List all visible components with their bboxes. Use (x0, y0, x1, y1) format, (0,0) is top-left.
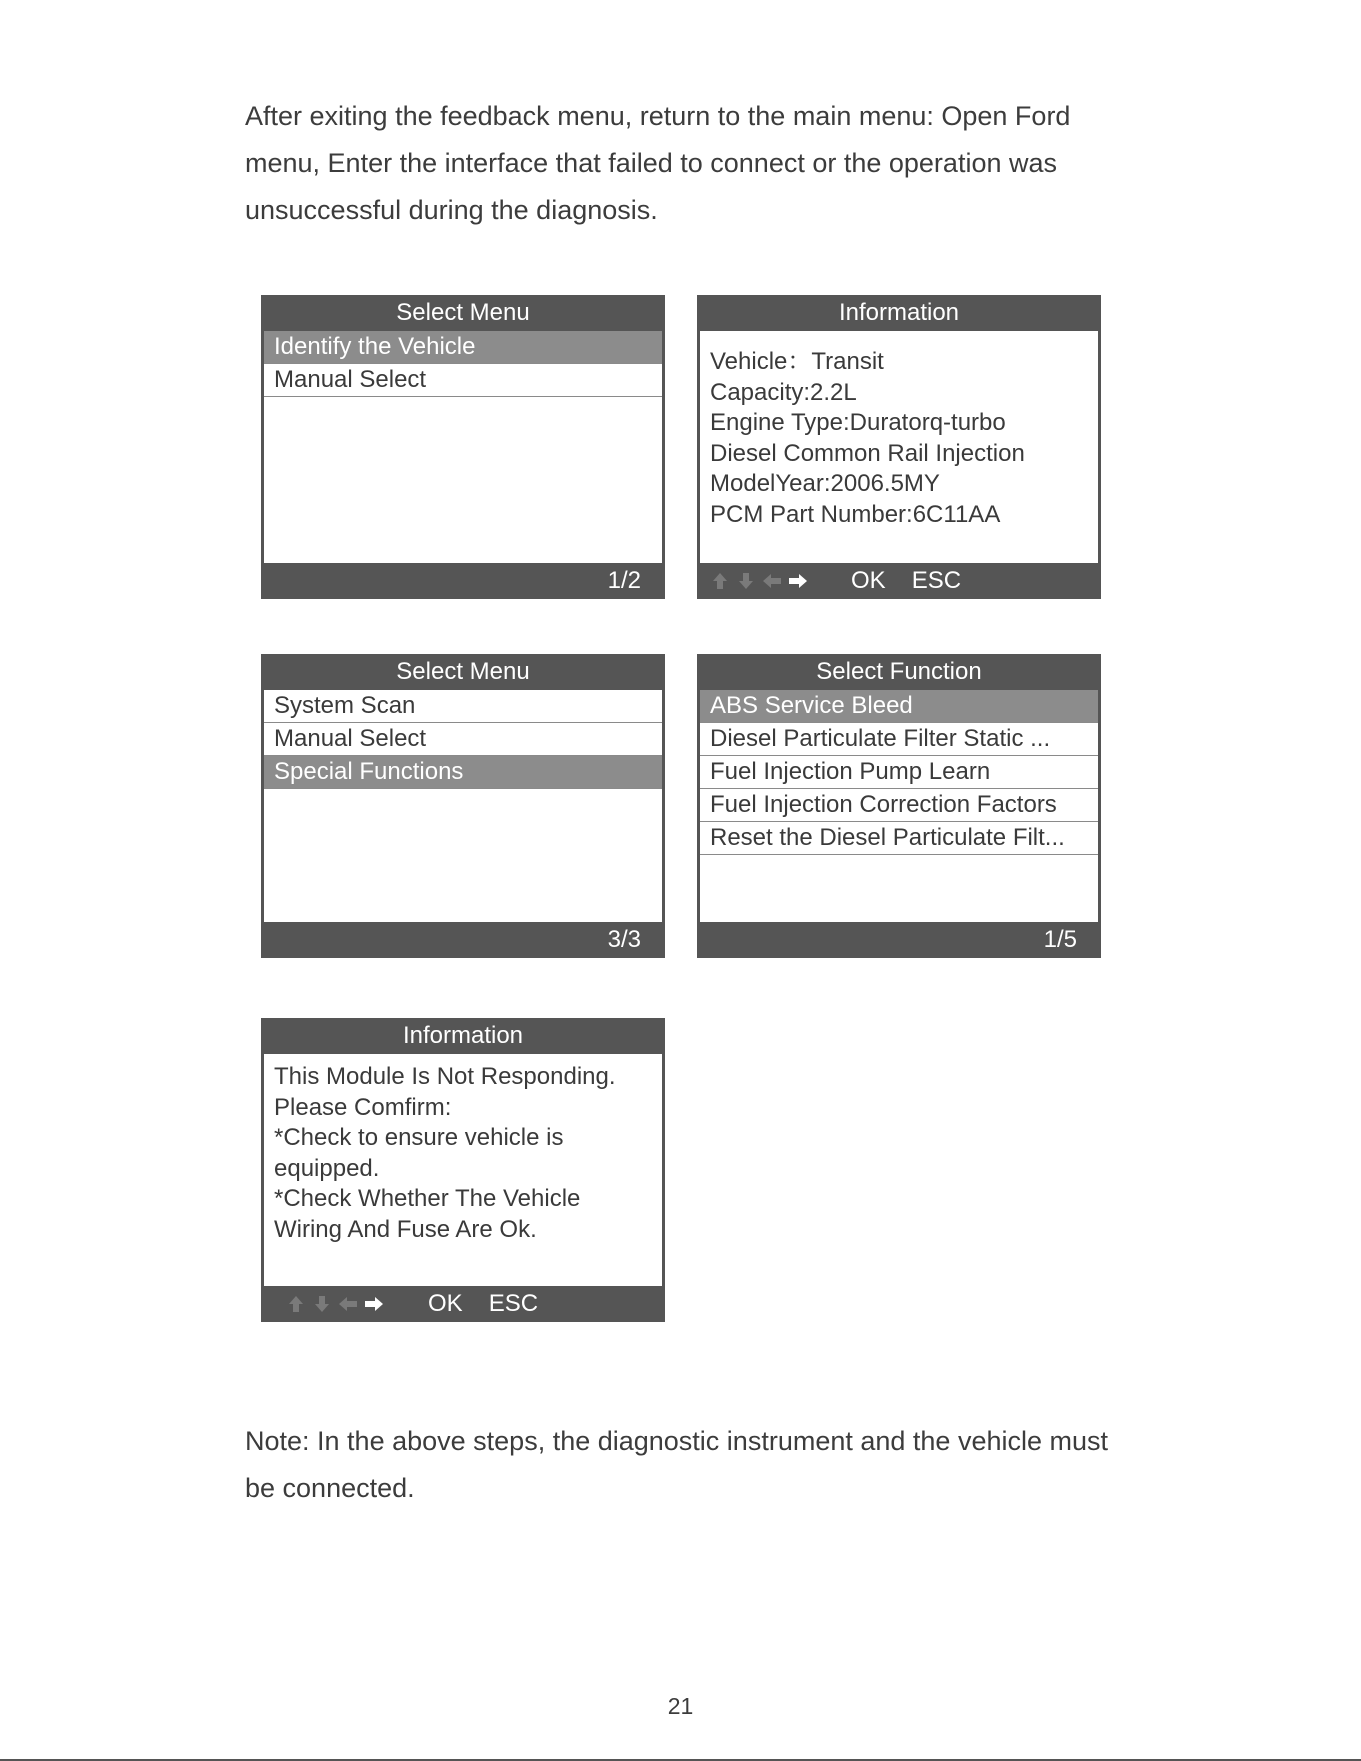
screen-body (700, 690, 1098, 922)
arrow-right-icon[interactable] (363, 1294, 385, 1314)
screen-footer (261, 922, 665, 958)
page-number: 21 (667, 1693, 694, 1719)
screen-title: Select Menu (396, 658, 530, 685)
menu-item-identify-vehicle[interactable]: Identify the Vehicle (264, 331, 662, 364)
nav-arrows (709, 563, 813, 599)
menu-item-system-scan[interactable]: System Scan (264, 690, 662, 723)
screen-footer (697, 563, 1101, 599)
screen-title: Select Menu (396, 299, 530, 326)
note-paragraph: Note: In the above steps, the diagnostic instrument and the vehicle must be connected. (245, 1426, 1108, 1503)
arrow-down-icon[interactable] (735, 571, 757, 591)
intro-paragraph: After exiting the feedback menu, return to the main menu: Open Ford menu, Enter the interface that failed to connect or the operation was unsuccessful during the diagnosis. (245, 101, 1071, 225)
screen-body (264, 331, 662, 563)
error-message-text: This Module Is Not Responding. Please Comfirm: *Check to ensure vehicle is equipped. *Check Whether The Vehicle Wiring And Fuse Are Ok. (274, 1063, 616, 1243)
page-indicator: 1/5 (1043, 926, 1077, 953)
menu-item-manual-select[interactable]: Manual Select (264, 364, 662, 397)
screen-title: Select Function (816, 658, 982, 685)
ok-button[interactable]: OK (851, 567, 886, 594)
screen-body (264, 690, 662, 922)
arrow-up-icon[interactable] (709, 571, 731, 591)
function-item-reset-dpf[interactable]: Reset the Diesel Particulate Filt... (700, 822, 1098, 855)
screen-footer (261, 1286, 665, 1322)
screen-body (700, 331, 1098, 563)
screen-body (264, 1054, 662, 1286)
function-item-fuel-pump-learn[interactable]: Fuel Injection Pump Learn (700, 756, 1098, 789)
ok-esc-group (428, 1286, 564, 1322)
function-item-dpf-static[interactable]: Diesel Particulate Filter Static ... (700, 723, 1098, 756)
esc-button[interactable]: ESC (488, 1290, 539, 1317)
ok-button[interactable]: OK (428, 1290, 463, 1317)
screen-title: Information (402, 1022, 524, 1049)
arrow-right-icon[interactable] (787, 571, 809, 591)
screen-footer (261, 563, 665, 599)
screen-information-error (261, 1018, 665, 1322)
screen-information-vehicle (697, 295, 1101, 599)
esc-button[interactable]: ESC (911, 567, 962, 594)
function-item-injection-correction[interactable]: Fuel Injection Correction Factors (700, 789, 1098, 822)
menu-item-manual-select[interactable]: Manual Select (264, 723, 662, 756)
arrow-left-icon[interactable] (337, 1294, 359, 1314)
page-indicator: 1/2 (607, 567, 641, 594)
screen-select-menu-1 (261, 295, 665, 599)
arrow-up-icon[interactable] (285, 1294, 307, 1314)
arrow-left-icon[interactable] (761, 571, 783, 591)
screen-footer (697, 922, 1101, 958)
vehicle-info-text: Vehicle：Transit Capacity:2.2L Engine Type:Duratorq-turbo Diesel Common Rail Injection ModelYear:2006.5MY PCM Part Number:6C11AA (710, 348, 1025, 528)
page-indicator: 3/3 (607, 926, 641, 953)
ok-esc-group (851, 563, 987, 599)
nav-arrows (285, 1286, 389, 1322)
arrow-down-icon[interactable] (311, 1294, 333, 1314)
menu-item-special-functions[interactable]: Special Functions (264, 756, 662, 789)
screen-select-function (697, 654, 1101, 958)
screen-select-menu-2 (261, 654, 665, 958)
screen-title: Information (838, 299, 960, 326)
function-item-abs-service-bleed[interactable]: ABS Service Bleed (700, 690, 1098, 723)
